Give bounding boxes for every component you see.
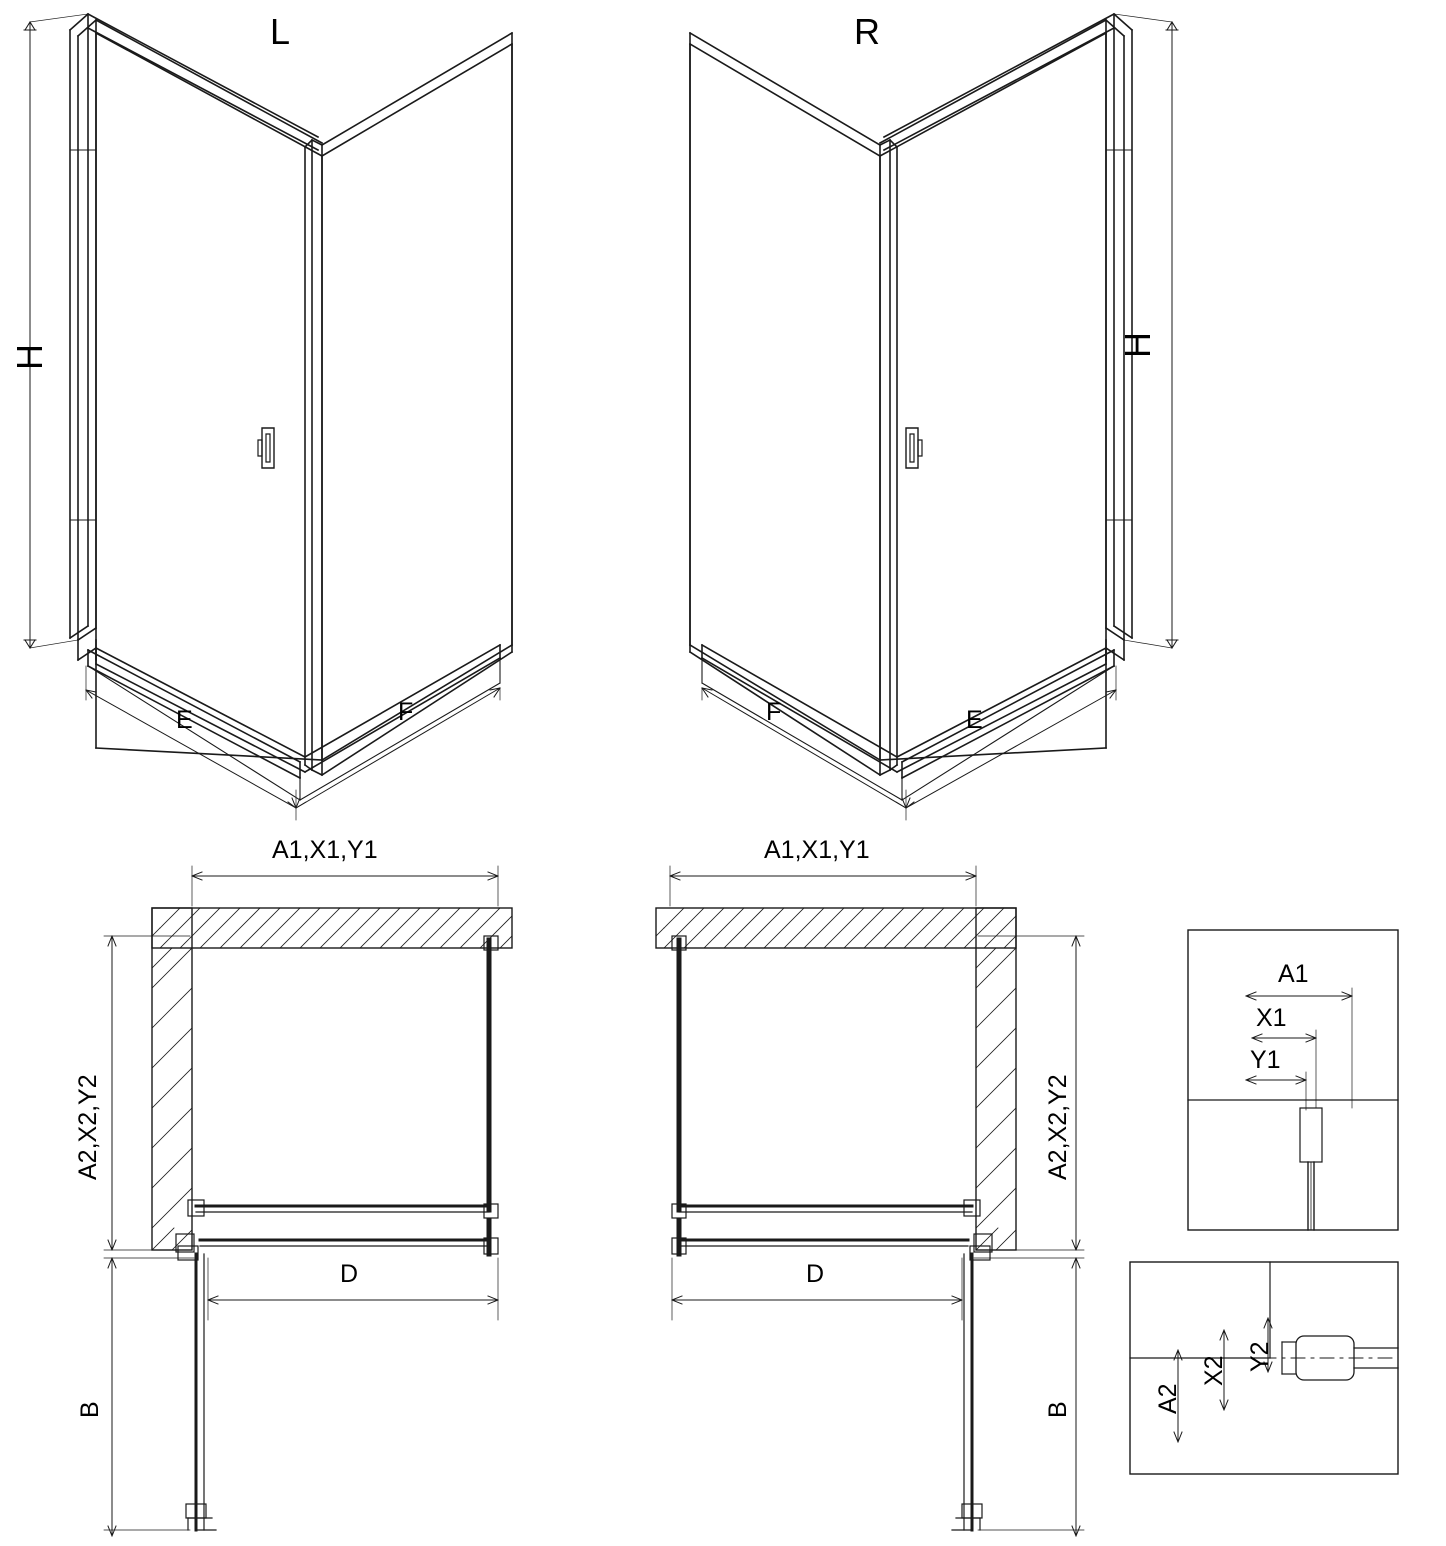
plan-view-left (152, 908, 512, 1530)
iso-left-width-near-label: E (176, 706, 193, 734)
detail-bottom-label-x2: X2 (1200, 1355, 1228, 1386)
plan-view-right (656, 908, 1016, 1530)
iso-left-variant-label: L (270, 11, 291, 52)
iso-left-width-far-label: F (398, 698, 414, 726)
plan-left-dimensions (104, 866, 498, 1536)
iso-view-right (690, 11, 1132, 800)
plan-left-side-dimension-label: A2,X2,Y2 (74, 1074, 102, 1180)
detail-top-label-a1: A1 (1278, 960, 1309, 988)
plan-right-door-dimension-label: D (806, 1260, 825, 1288)
iso-right-width-far-label: F (766, 698, 782, 726)
iso-right-width-near-label: E (966, 706, 983, 734)
plan-right-swing-dimension-label: B (1044, 1401, 1072, 1418)
plan-left-swing-dimension-label: B (76, 1401, 104, 1418)
detail-bottom-label-y2: Y2 (1246, 1341, 1274, 1372)
detail-bottom-label-a2: A2 (1154, 1383, 1182, 1414)
plan-right-side-dimension-label: A2,X2,Y2 (1044, 1074, 1072, 1180)
detail-top-label-y1: Y1 (1250, 1046, 1281, 1074)
plan-right-dimensions (670, 866, 1084, 1536)
plan-right-top-dimension-label: A1,X1,Y1 (764, 836, 870, 864)
plan-left-door-dimension-label: D (340, 1260, 359, 1288)
iso-view-left (70, 11, 512, 800)
iso-left-height-label: H (9, 344, 50, 370)
detail-top-label-x1: X1 (1256, 1004, 1287, 1032)
plan-left-top-dimension-label: A1,X1,Y1 (272, 836, 378, 864)
iso-right-height-label: H (1117, 332, 1158, 358)
iso-right-variant-label: R (854, 11, 880, 52)
